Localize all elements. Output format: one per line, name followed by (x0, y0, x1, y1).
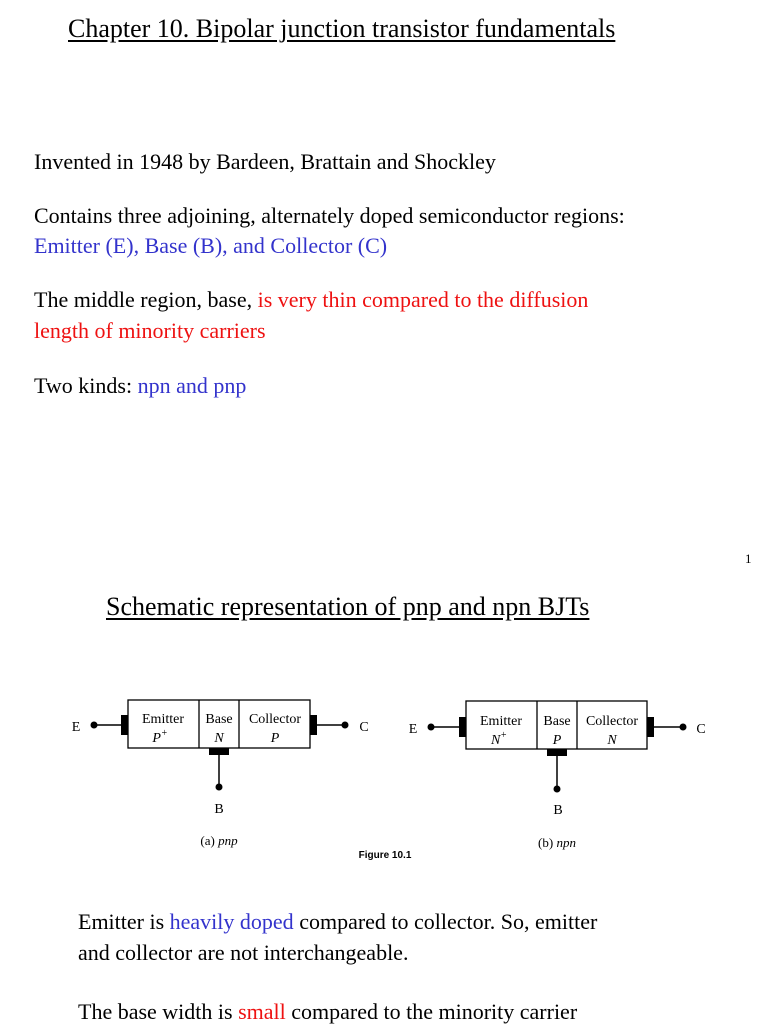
pnp-caption-type: pnp (218, 833, 238, 848)
base-width-highlight: small (238, 999, 286, 1024)
npn-terminal-b: B (553, 803, 563, 818)
base-width-prefix: The base width is (78, 999, 239, 1024)
pnp-collector-doping: P (270, 731, 280, 746)
npn-emitter-contact (459, 717, 466, 737)
pnp-emitter-contact (121, 715, 128, 735)
npn-caption-type: npn (556, 835, 576, 850)
emitter-doping-suffix: compared to collector. So, emitter (293, 909, 598, 934)
pnp-base-contact (209, 748, 229, 755)
npn-base-label: Base (543, 714, 571, 729)
pnp-collector-contact (310, 715, 317, 735)
emitter-doping-highlight: heavily doped (169, 909, 294, 934)
pnp-base-doping: N (214, 731, 224, 746)
npn-base-contact (547, 749, 567, 756)
base-line-highlight: is very thin compared to the diffusion (257, 287, 589, 312)
npn-emitter-label: Emitter (480, 714, 522, 729)
pnp-emitter-label: Emitter (142, 712, 184, 727)
pnp-terminal-b: B (214, 802, 224, 817)
npn-emitter-terminal (428, 724, 435, 731)
npn-caption-prefix: (b) (538, 835, 557, 850)
pnp-collector-terminal (342, 722, 349, 729)
npn-terminal-c: C (696, 722, 706, 737)
npn-collector-doping: N (607, 733, 617, 748)
kinds-label: Two kinds: (34, 373, 138, 398)
npn-terminal-e: E (408, 722, 418, 737)
pnp-emitter-doping-text: P (152, 731, 161, 746)
pnp-terminal-e: E (71, 720, 81, 735)
regions-names-line: Emitter (E), Base (B), and Collector (C) (34, 233, 388, 258)
interchangeable-line: and collector are not interchangeable. (78, 940, 409, 965)
pnp-caption-prefix: (a) (200, 833, 219, 848)
kinds-values: npn and pnp (137, 373, 247, 398)
pnp-base-label: Base (205, 712, 233, 727)
pnp-collector-label: Collector (248, 712, 302, 727)
npn-collector-terminal (680, 724, 687, 731)
base-width-suffix: compared to the minority carrier (285, 999, 578, 1024)
pnp-base-terminal (216, 784, 223, 791)
regions-line: Contains three adjoining, alternately doped semiconductor regions: (34, 203, 625, 228)
emitter-doping-line (78, 906, 597, 937)
emitter-doping-prefix: Emitter is (78, 909, 170, 934)
invention-line: Invented in 1948 by Bardeen, Brattain and Shockley (34, 149, 496, 174)
npn-transistor (409, 701, 706, 850)
base-width-line (78, 996, 577, 1027)
base-line-continued: length of minority carriers (34, 318, 266, 343)
npn-base-doping: P (552, 733, 562, 748)
slide1-title: Chapter 10. Bipolar junction transistor fundamentals (68, 14, 616, 43)
pnp-transistor (72, 700, 369, 848)
pnp-emitter-doping: P+ (152, 728, 168, 746)
figure-caption: Figure 10.1 (358, 850, 412, 861)
npn-base-terminal (554, 786, 561, 793)
npn-collector-label: Collector (585, 714, 639, 729)
pnp-emitter-terminal (91, 722, 98, 729)
npn-caption (538, 835, 576, 850)
pnp-caption (200, 833, 238, 848)
npn-collector-contact (647, 717, 654, 737)
pnp-terminal-c: C (359, 720, 369, 735)
base-line-plain: The middle region, base, (34, 287, 258, 312)
npn-emitter-doping: N+ (490, 730, 508, 748)
page-number: 1 (745, 551, 752, 566)
slide2-title: Schematic representation of pnp and npn BJTs (106, 592, 590, 621)
